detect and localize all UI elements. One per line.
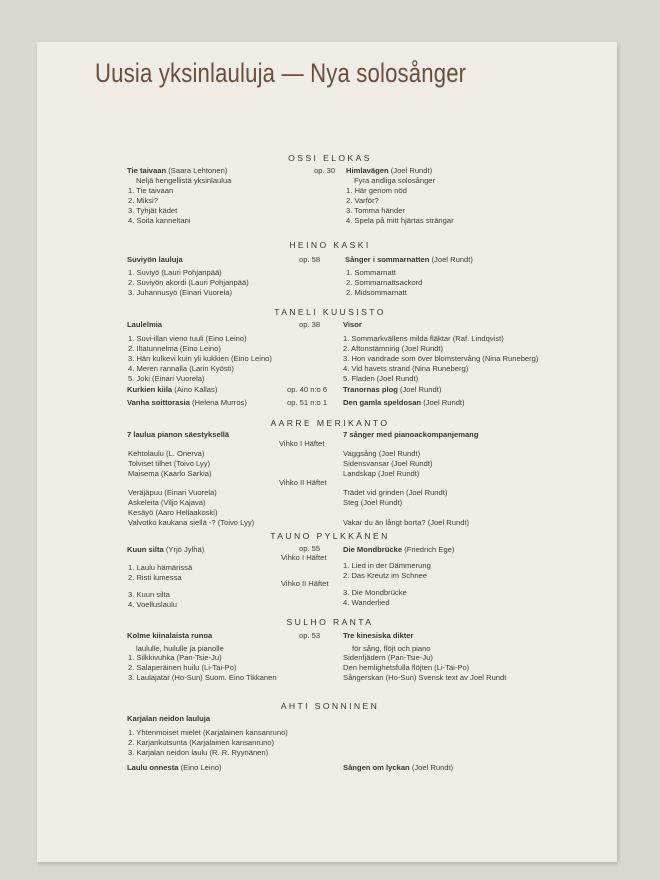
list-item: 1. Silkkivuhka (Pan-Tsie-Ju) bbox=[128, 653, 222, 662]
work-entry: Sånger i sommarnatten (Joel Rundt) bbox=[345, 255, 473, 264]
list-item: 1. Suvi-illan vieno tuuli (Eino Leino) bbox=[128, 334, 247, 343]
list-item: 1. Suviyö (Lauri Pohjanpää) bbox=[128, 268, 222, 277]
composer-heading: TAUNO PYLKKÄNEN bbox=[270, 531, 390, 541]
list-item: 1. Yhtenmoiset mielet (Karjalainen kansanruno) bbox=[128, 728, 288, 737]
list-item: 2. Salaperäinen huilu (Li-Tai-Po) bbox=[128, 663, 237, 672]
opus-number: op. 38 bbox=[299, 320, 321, 329]
list-item: Sidensvansar (Joel Rundt) bbox=[343, 459, 433, 468]
list-item: Den hemlighetsfulla flöjten (Li-Tai-Po) bbox=[343, 663, 470, 672]
list-item: 4. Meren rannalla (Larin Kyösti) bbox=[128, 364, 234, 373]
list-item: Valvotko kaukana siellä -? (Toivo Lyy) bbox=[128, 518, 255, 527]
work-entry: Tie taivaan (Saara Lehtonen) bbox=[127, 166, 228, 175]
list-item: 4. Vid havets strand (Nina Runeberg) bbox=[343, 364, 469, 373]
list-item: 3. Juhannusyö (Einari Vuorela) bbox=[128, 288, 232, 297]
work-subtitle: för sång, flöjt och piano bbox=[352, 644, 431, 653]
composer-heading: AHTI SONNINEN bbox=[280, 701, 380, 711]
list-item: 3. Karjalan neidon laulu (R. R. Ryynänen) bbox=[128, 748, 269, 757]
paper-sheet bbox=[37, 42, 617, 862]
opus-number: op. 58 bbox=[299, 255, 321, 264]
page-title: Uusia yksinlauluja — Nya solosånger bbox=[95, 58, 467, 88]
list-item: 3. Tyhjät kädet bbox=[128, 206, 178, 215]
list-item: 3. Hon vandrade som över blomstervång (Nina Runeberg) bbox=[343, 354, 539, 363]
list-item: Vaggsång (Joel Rundt) bbox=[343, 449, 421, 458]
opus-number: op. 53 bbox=[299, 631, 321, 640]
composer-heading: HEINO KASKI bbox=[289, 240, 371, 250]
list-item: Veräjäpuu (Einari Vuorela) bbox=[128, 488, 217, 497]
list-item: 4. Spela på mitt hjärtas strängar bbox=[346, 216, 454, 225]
list-item: 1. Lied in der Dämmerung bbox=[343, 561, 431, 570]
list-item: 1. Sommarkvällens milda fläktar (Raf. Lindqvist) bbox=[343, 334, 504, 343]
opus-number: op. 55 bbox=[299, 544, 321, 553]
list-item: 4. Wanderlied bbox=[343, 598, 390, 607]
composer-heading: SULHO RANTA bbox=[286, 617, 374, 627]
work-subtitle: Neljä hengellistä yksinlaulua bbox=[136, 176, 232, 185]
list-item: Kehtolaulu (L. Onerva) bbox=[128, 449, 205, 458]
list-item: 2. Suviyön akordi (Lauri Pohjanpää) bbox=[128, 278, 249, 287]
list-item: 2. Risti lumessa bbox=[128, 573, 182, 582]
list-item: 2. Iltatunnelma (Eino Leino) bbox=[128, 344, 221, 353]
list-item: 4. Soita kanneltani bbox=[128, 216, 191, 225]
list-item: 1. Laulu hämärissä bbox=[128, 563, 193, 572]
list-item: 2. Aftonstämning (Joel Rundt) bbox=[343, 344, 444, 353]
list-item: 4. Voelluslaulu bbox=[128, 600, 177, 609]
work-entry: Die Mondbrücke (Friedrich Ege) bbox=[343, 545, 455, 554]
list-item: 2. Sommarnattsackord bbox=[346, 278, 423, 287]
work-entry: Suviyön lauluja bbox=[127, 255, 183, 264]
list-item: Tolviset tilhet (Toivo Lyy) bbox=[128, 459, 211, 468]
work-entry: Kolme kiinalaista runoa bbox=[127, 631, 213, 640]
work-entry: Laulelmia bbox=[127, 320, 163, 329]
list-item: 2. Miksi? bbox=[128, 196, 158, 205]
work-entry: 7 sånger med pianoackompanjemang bbox=[343, 430, 479, 439]
work-entry: Den gamla speldosan (Joel Rundt) bbox=[343, 398, 465, 407]
list-item: Vakar du än långt borta? (Joel Rundt) bbox=[343, 518, 470, 527]
work-entry: Laulu onnesta (Eino Leino) bbox=[127, 763, 222, 772]
work-entry: Sången om lyckan (Joel Rundt) bbox=[343, 763, 454, 772]
work-entry: Visor bbox=[343, 320, 362, 329]
list-item: Steg (Joel Rundt) bbox=[343, 498, 403, 507]
volume-label: Vihko I Häftet bbox=[281, 553, 327, 562]
volume-label: Vihko I Häftet bbox=[279, 439, 325, 448]
work-subtitle: laululle, huilulle ja pianolle bbox=[136, 644, 224, 653]
list-item: 1. Här genom nöd bbox=[346, 186, 407, 195]
work-entry: Tranornas plog (Joel Rundt) bbox=[343, 385, 442, 394]
opus-number: op. 51 n:o 1 bbox=[287, 398, 328, 407]
list-item: Sångerskan (Ho-Sun) Svensk text av Joel Rundt bbox=[343, 673, 507, 682]
list-item: Kesäyö (Aaro Hellaakoski) bbox=[128, 508, 218, 517]
list-item: 3. Tomma händer bbox=[346, 206, 405, 215]
list-item: 5. Joki (Einari Vuorela) bbox=[128, 374, 205, 383]
opus-number: op. 30 bbox=[314, 166, 336, 175]
list-item: 2. Midsommarnatt bbox=[346, 288, 407, 297]
work-entry: Vanha soittorasia (Helena Murros) bbox=[127, 398, 247, 407]
work-entry: Kurkien kiila (Aino Kallas) bbox=[127, 385, 218, 394]
list-item: Trädet vid grinden (Joel Rundt) bbox=[343, 488, 448, 497]
composer-heading: TANELI KUUSISTO bbox=[274, 307, 386, 317]
volume-label: Vihko II Häftet bbox=[279, 478, 327, 487]
work-entry: Tre kinesiska dikter bbox=[343, 631, 414, 640]
list-item: 1. Tie taivaan bbox=[128, 186, 174, 195]
list-item: 2. Das Kreutz im Schnee bbox=[343, 571, 427, 580]
composer-heading: OSSI ELOKAS bbox=[288, 153, 372, 163]
work-entry: 7 laulua pianon säestyksellä bbox=[127, 430, 230, 439]
opus-number: op. 40 n:o 6 bbox=[287, 385, 328, 394]
volume-label: Vihko II Häftet bbox=[281, 579, 329, 588]
list-item: 3. Hän kulkevi kuin yli kukkien (Eino Leino) bbox=[128, 354, 272, 363]
list-item: Maisema (Kaarlo Sarkia) bbox=[128, 469, 212, 478]
list-item: 1. Sommarnatt bbox=[346, 268, 396, 277]
work-entry: Kuun silta (Yrjö Jylhä) bbox=[127, 545, 205, 554]
list-item: 2. Karjankutsunta (Karjalainen kansanruno) bbox=[128, 738, 275, 747]
list-item: 3. Laulajatar (Ho-Sun) Suom. Eino Tikkanen bbox=[128, 673, 277, 682]
work-entry: Karjalan neidon lauluja bbox=[127, 714, 211, 723]
list-item: 2. Varför? bbox=[346, 196, 379, 205]
list-item: Askeleita (Viljo Kajava) bbox=[128, 498, 206, 507]
work-entry: Himlavägen (Joel Rundt) bbox=[346, 166, 433, 175]
work-subtitle: Fyra andliga solosånger bbox=[354, 176, 436, 185]
list-item: Sidenfjädern (Pan-Tsie-Ju) bbox=[343, 653, 433, 662]
list-item: 3. Kuun silta bbox=[128, 590, 170, 599]
list-item: 3. Die Mondbrücke bbox=[343, 588, 407, 597]
list-item: Landskap (Joel Rundt) bbox=[343, 469, 420, 478]
list-item: 5. Fladen (Joel Rundt) bbox=[343, 374, 419, 383]
composer-heading: AARRE MERIKANTO bbox=[270, 418, 390, 428]
